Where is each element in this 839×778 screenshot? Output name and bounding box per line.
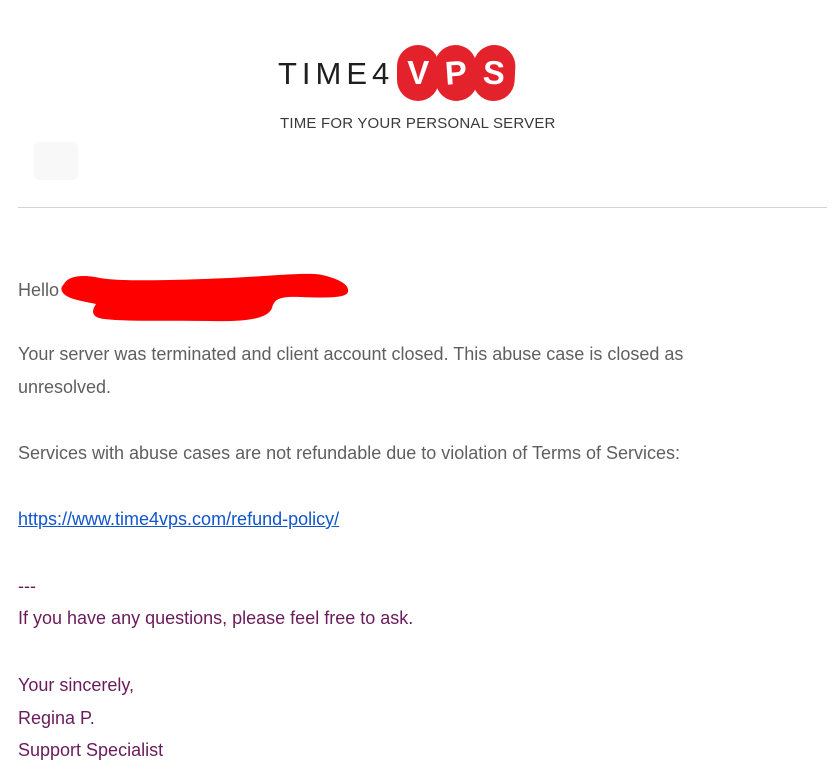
logo-badges — [397, 45, 511, 101]
termination-notice: Your server was terminated and client account closed. This abuse case is closed as unresolved. — [18, 344, 684, 397]
brand-tagline: TIME FOR YOUR PERSONAL SERVER — [280, 115, 556, 132]
logo-badge-v: V — [397, 45, 439, 101]
refund-notice: Services with abuse cases are not refundable due to violation of Terms of Services: — [18, 443, 681, 463]
signer-name: Regina P. — [18, 708, 95, 728]
questions-text: If you have any questions, please feel free to ask. — [18, 608, 414, 628]
header-divider — [18, 207, 827, 208]
closing-text: Your sincerely, — [18, 675, 135, 695]
signature-separator: --- — [18, 576, 36, 596]
email-header — [0, 0, 839, 210]
refund-link-line — [18, 503, 339, 536]
logo-wordmark: TIME4 — [278, 55, 395, 91]
logo-badge-s: S — [472, 44, 517, 102]
redaction-mark — [60, 268, 352, 326]
time4vps-logo[interactable] — [278, 42, 511, 104]
refund-policy-link[interactable]: https://www.time4vps.com/refund-policy/ — [18, 509, 340, 529]
logo-badge-p: P — [433, 44, 479, 103]
faded-image-placeholder — [34, 142, 78, 180]
signer-role: Support Specialist — [18, 740, 164, 760]
greeting-text: Hello — [18, 280, 60, 300]
